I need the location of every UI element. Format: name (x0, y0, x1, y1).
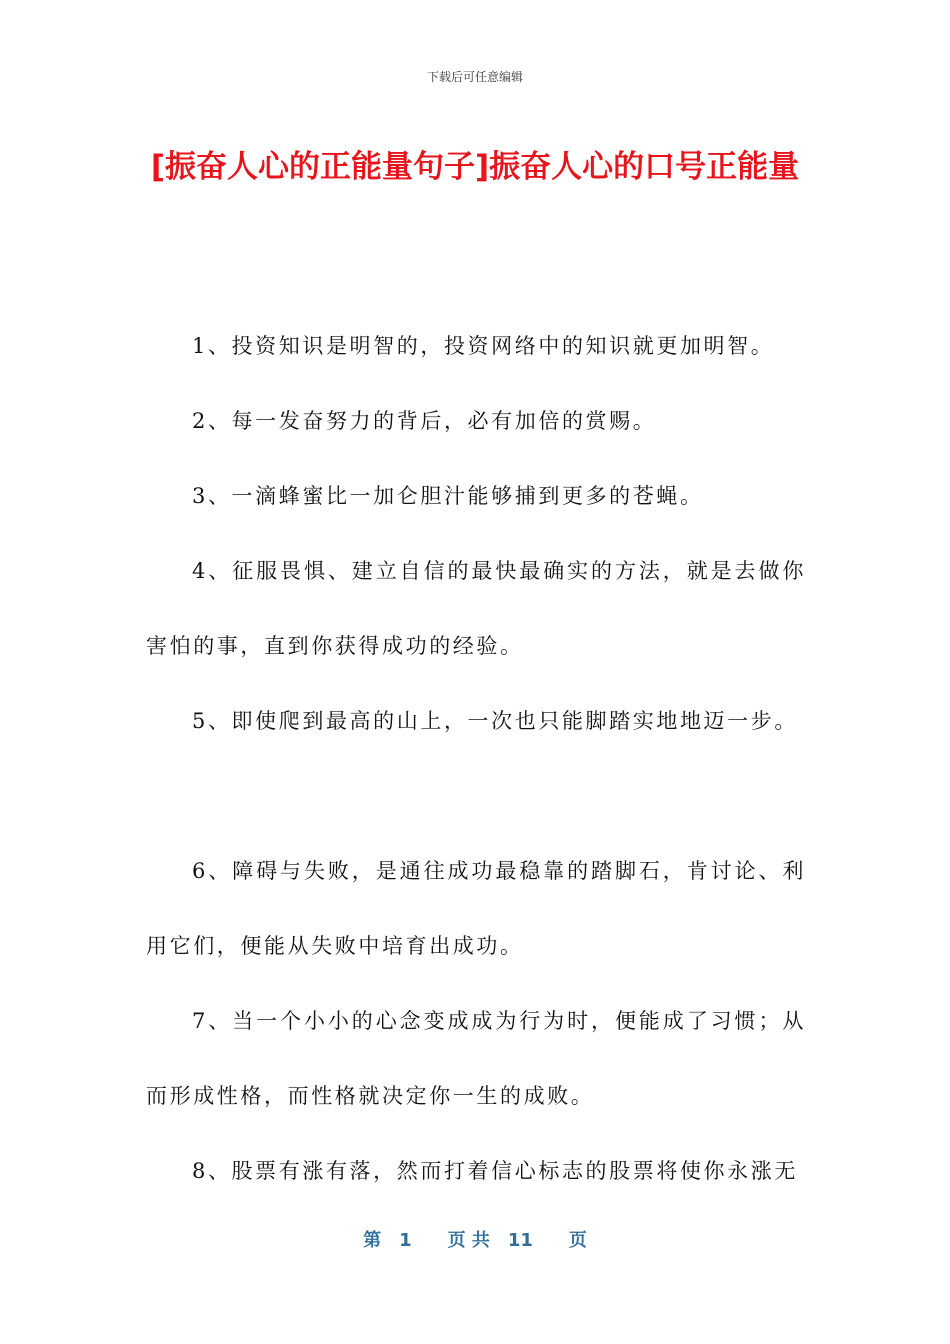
document-title: [振奋人心的正能量句子]振奋人心的口号正能量 (150, 149, 800, 185)
paragraph-4: 4、征服畏惧、建立自信的最快最确实的方法，就是去做你害怕的事，直到你获得成功的经验。 (146, 559, 806, 658)
paragraph-7: 7、当一个小小的心念变成成为行为时，便能成了习惯；从而形成性格，而性格就决定你一生的成败。 (146, 1009, 806, 1108)
paragraph-3: 3、一滴蜂蜜比一加仑胆汁能够捕到更多的苍蝇。 (192, 484, 704, 508)
page-number-footer: 第 1 页 共 11 页 (363, 1230, 587, 1251)
paragraph-1: 1、投资知识是明智的，投资网络中的知识就更加明智。 (192, 334, 775, 358)
paragraph-8: 8、股票有涨有落，然而打着信心标志的股票将使你永涨无 (192, 1159, 798, 1183)
paragraph-2: 2、每一发奋努力的背后，必有加倍的赏赐。 (192, 409, 657, 433)
paragraph-6: 6、障碍与失败，是通往成功最稳靠的踏脚石，肯讨论、利用它们，便能从失败中培育出成功。 (146, 859, 806, 958)
paragraph-gap (146, 759, 806, 834)
document-body (146, 309, 806, 1209)
paragraph-5: 5、即使爬到最高的山上，一次也只能脚踏实地地迈一步。 (192, 709, 798, 733)
header-note: 下载后可任意编辑 (426, 70, 523, 84)
